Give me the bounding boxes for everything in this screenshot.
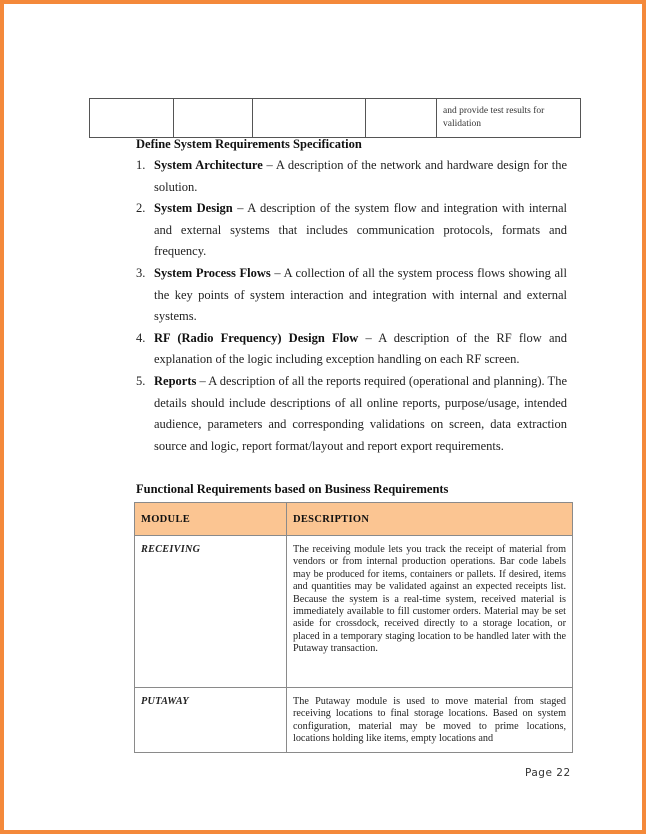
table-cell xyxy=(174,99,253,138)
list-item xyxy=(136,155,567,198)
list-term: System Process Flows xyxy=(154,265,271,280)
list-text: – A description of all the reports required (operational and planning). The details should include descriptions of all online reports, purpose/usage, intended audience, parameters and corresponding validations on screen, data extraction source and logic, report format/layout and report export requirements. xyxy=(154,373,567,453)
functional-requirements-table xyxy=(134,502,573,753)
list-term: Reports xyxy=(154,373,197,388)
list-item xyxy=(136,198,567,263)
table-cell xyxy=(90,99,174,138)
table-cell xyxy=(253,99,366,138)
previous-table-fragment xyxy=(89,98,581,138)
table-row xyxy=(135,536,573,688)
list-text: – A collection of all the system process flows showing all the key points of system interaction and integration with internal and external systems. xyxy=(154,265,567,324)
table-cell xyxy=(366,99,437,138)
system-requirements-list xyxy=(136,155,567,457)
list-term: System Design xyxy=(154,201,233,216)
list-term: System Architecture xyxy=(154,158,263,172)
functional-requirements-heading: Functional Requirements based on Business Requirements xyxy=(136,482,449,496)
list-text: – A description of the network and hardware design for the solution. xyxy=(154,158,567,194)
module-name: PUTAWAY xyxy=(135,688,287,753)
list-number: 4. xyxy=(136,330,146,345)
list-item xyxy=(136,263,567,328)
module-description: The receiving module lets you track the receipt of material from vendors or from internal production operations. Bar code labels may be produced for items, containers or pallets. If desired, items and quantities may be validated against an expected receipts list. Because the system is a real-time system, received material is immediately available to fill customer orders. Material may be set aside for crossdock, received directly to a storage location, or placed in a temporary staging location to be handled later with the Putaway transaction. xyxy=(287,536,573,688)
module-name: RECEIVING xyxy=(135,536,287,688)
list-number: 3. xyxy=(136,265,146,280)
table-cell-validation: and provide test results for validation xyxy=(437,99,581,138)
list-number: 5. xyxy=(136,373,146,388)
list-item xyxy=(136,371,567,457)
module-description: The Putaway module is used to move material from staged receiving locations to final storage locations. Based on system configuration, material may be moved to prime locations, locations holding like items, empty locations and xyxy=(287,688,573,753)
column-header-description: DESCRIPTION xyxy=(287,503,573,536)
list-item xyxy=(136,328,567,371)
list-term: RF (Radio Frequency) Design Flow xyxy=(154,330,359,345)
table-row xyxy=(135,688,573,753)
list-text: – A description of the RF flow and explanation of the logic including exception handling on each RF screen. xyxy=(154,330,568,367)
list-text: – A description of the system flow and integration with internal and external systems that includes communication protocols, formats and frequency. xyxy=(154,201,567,259)
page-number: Page 22 xyxy=(525,767,571,779)
system-requirements-heading: Define System Requirements Specification xyxy=(136,137,362,151)
list-number: 2. xyxy=(136,201,146,216)
column-header-module: MODULE xyxy=(135,503,287,536)
list-number: 1. xyxy=(136,158,146,172)
